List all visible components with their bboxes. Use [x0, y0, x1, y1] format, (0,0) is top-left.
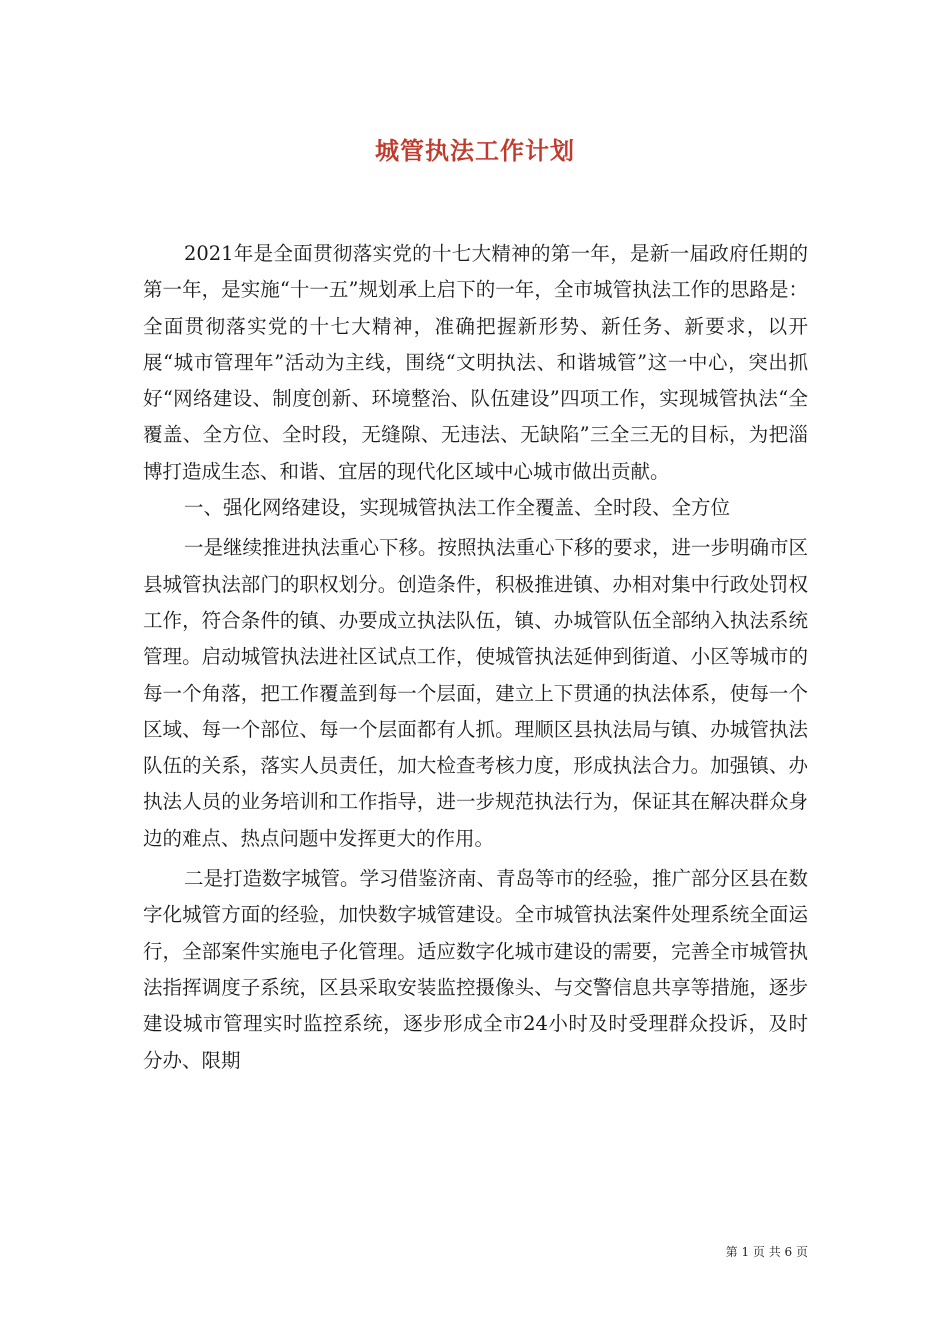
- section-heading-1: 一、强化网络建设，实现城管执法工作全覆盖、全时段、全方位: [183, 496, 730, 520]
- paragraph-1: 一是继续推进执法重心下移。按照执法重心下移的要求，进一步明确市区县城管执法部门的职权划分。创造条件，积极推进镇、办相对集中行政处罚权工作，符合条件的镇、办要成立执法队伍，镇、办城管队伍全部纳入执法系统管理。启动城管执法进社区试点工作，使城管执法延伸到街道、小区等城市的每一个角落，把工作覆盖到每一个层面，建立上下贯通的执法体系，使每一个区域、每一个部位、每一个层面都有人抓。理顺区县执法局与镇、办城管执法队伍的关系，落实人员责任，加大检查考核力度，形成执法合力。加强镇、办执法人员的业务培训和工作指导，进一步规范执法行为，保证其在解决群众身边的难点、热点问题中发挥更大的作用。: [143, 536, 808, 850]
- paragraph-2: 二是打造数字城管。学习借鉴济南、青岛等市的经验，推广部分区县在数字化城管方面的经验，加快数字城管建设。全市城管执法案件处理系统全面运行，全部案件实施电子化管理。适应数字化城市建设的需要，完善全市城管执法指挥调度子系统，区县采取安装监控摄像头、与交警信息共享等措施，逐步建设城市管理实时监控系统，逐步形成全市24小时及时受理群众投诉，及时分办、限期: [143, 867, 808, 1072]
- document-body: [143, 236, 808, 1079]
- document-title: 城管执法工作计划: [375, 136, 575, 165]
- page-footer: 第 1 页 共 6 页: [725, 1245, 808, 1259]
- paragraph-intro: 2021年是全面贯彻落实党的十七大精神的第一年，是新一届政府任期的第一年，是实施“十一五”规划承上启下的一年，全市城管执法工作的思路是：全面贯彻落实党的十七大精神，准确把握新形势、新任务、新要求，以开展“城市管理年”活动为主线，围绕“文明执法、和谐城管”这一中心，突出抓好“网络建设、制度创新、环境整治、队伍建设”四项工作，实现城管执法“全覆盖、全方位、全时段，无缝隙、无违法、无缺陷”三全三无的目标，为把淄博打造成生态、和谐、宜居的现代化区域中心城市做出贡献。: [143, 242, 808, 483]
